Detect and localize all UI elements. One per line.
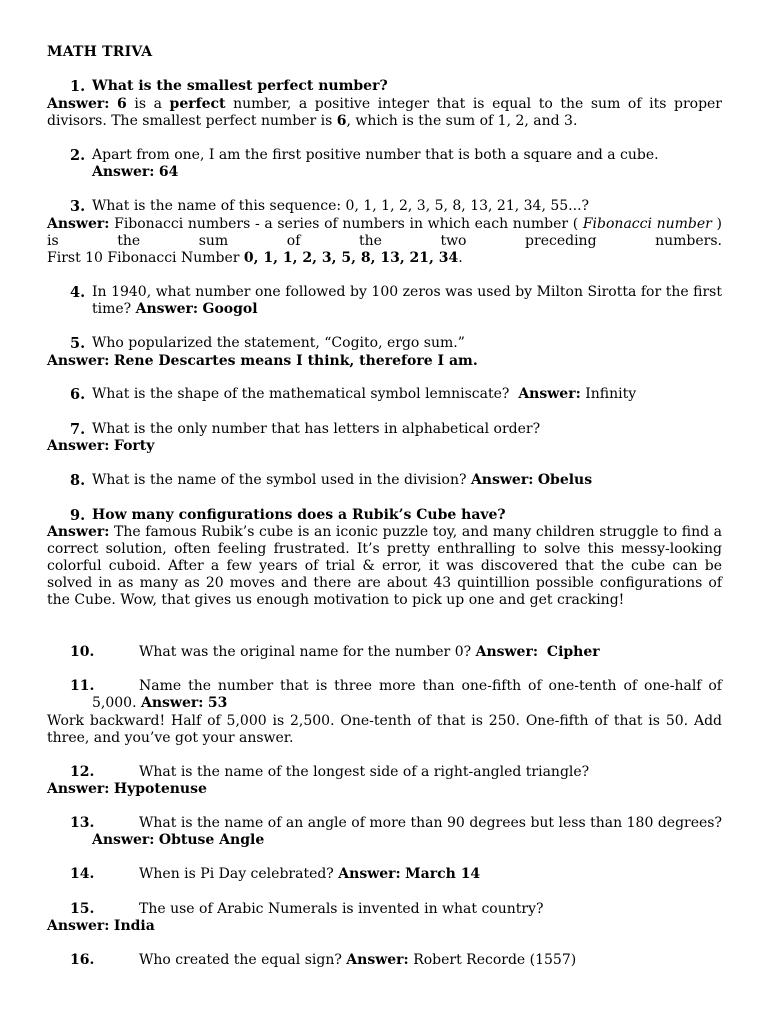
question-4: [70, 284, 722, 318]
answer-label: Answer:: [135, 301, 199, 317]
answer-3: [47, 216, 722, 250]
question-number: 11.: [70, 678, 95, 694]
answer-value: March 14: [405, 866, 481, 882]
answer-label: Answer:: [475, 644, 539, 660]
question-number: 13.: [70, 815, 95, 831]
question-number: 8.: [70, 472, 86, 489]
answer-value: Cipher: [546, 644, 600, 660]
answer-label: Answer:: [47, 524, 110, 540]
answer-1: [47, 96, 722, 130]
question-number: 10.: [70, 644, 95, 660]
answer-text: is a: [126, 96, 170, 112]
answer-emphasis: 0, 1, 1, 2, 3, 5, 8, 13, 21, 34: [243, 250, 459, 266]
answer-value: 64: [158, 164, 179, 180]
answer-label: Answer:: [47, 918, 110, 934]
answer-text: .: [458, 250, 463, 266]
answer-label: Answer:: [47, 353, 110, 369]
answer-label: Answer:: [47, 96, 110, 112]
question-text: In 1940, what number one followed by 100 zeros was used by Milton Sirotta for the first time?: [92, 284, 722, 317]
answer-text: Fibonacci numbers - a series of numbers in which each number (: [109, 216, 583, 232]
answer-label: Answer:: [47, 216, 110, 232]
question-12: [70, 764, 722, 781]
question-8: [70, 472, 722, 489]
document-title: MATH TRIVA: [47, 44, 153, 60]
question-5: [70, 335, 722, 352]
question-text: What was the original name for the number 0?: [139, 644, 472, 660]
question-number: 5.: [70, 335, 86, 352]
question-text: How many configurations does a Rubik’s Cube have?: [92, 507, 506, 523]
question-text: What is the shape of the mathematical symbol lemniscate?: [92, 386, 510, 402]
answer-value: Infinity: [585, 386, 637, 402]
answer-value: Obelus: [537, 472, 593, 488]
answer-value: Hypotenuse: [113, 781, 207, 797]
question-number: 2.: [70, 147, 86, 164]
question-text: When is Pi Day celebrated?: [139, 866, 334, 882]
answer-12: [47, 781, 722, 798]
question-16: [70, 952, 722, 969]
answer-label: Answer:: [140, 695, 204, 711]
answer-label: Answer:: [47, 781, 110, 797]
question-number: 14.: [70, 866, 95, 882]
answer-11-explanation: [47, 713, 722, 747]
answer-text: First 10 Fibonacci Number: [47, 250, 244, 266]
question-text: Who created the equal sign?: [139, 952, 342, 968]
answer-emphasis: 6: [336, 113, 347, 129]
question-number: 16.: [70, 952, 95, 968]
answer-text: ) is the sum of the two preceding numbers.: [47, 216, 722, 249]
question-text: What is the name of this sequence: 0, 1, 1, 2, 3, 5, 8, 13, 21, 34, 55...?: [92, 198, 590, 214]
answer-5: [47, 353, 722, 370]
answer-value: Googol: [202, 301, 258, 317]
question-10: [70, 644, 722, 661]
question-number: 7.: [70, 421, 86, 438]
answer-value: India: [113, 918, 155, 934]
answer-label: Answer:: [346, 952, 409, 968]
answer-label: Answer:: [47, 438, 110, 454]
answer-label: Answer:: [92, 164, 155, 180]
answer-label: Answer:: [518, 386, 581, 402]
question-number: 15.: [70, 901, 95, 917]
question-text: What is the smallest perfect number?: [92, 78, 388, 94]
question-13: [70, 815, 722, 849]
answer-value: 53: [207, 695, 228, 711]
question-number: 3.: [70, 198, 86, 215]
question-text: What is the only number that has letters in alphabetical order?: [92, 421, 541, 437]
question-text: What is the name of the longest side of a right-angled triangle?: [139, 764, 590, 780]
question-14: [70, 866, 722, 883]
answer-text: number, a positive integer that is equal to the sum of its proper divisors. The smallest perfect number is: [47, 96, 723, 129]
question-text: Who popularized the statement, “Cogito, ergo sum.”: [92, 335, 465, 351]
answer-label: Answer:: [92, 832, 155, 848]
question-number: 6.: [70, 386, 86, 403]
answer-label: Answer:: [338, 866, 401, 882]
explanation-text: Work backward! Half of 5,000 is 2,500. One-tenth of that is 250. One-fifth of that is 50. Add three, and you’ve got your answer.: [47, 713, 722, 746]
answer-value: Forty: [113, 438, 155, 454]
answer-9: [47, 524, 722, 609]
question-text: The use of Arabic Numerals is invented in what country?: [139, 901, 544, 917]
answer-15: [47, 918, 722, 935]
question-9: [70, 507, 722, 524]
answer-value: Rene Descartes means I think, therefore I am.: [113, 353, 478, 369]
question-text: What is the name of the symbol used in the division?: [92, 472, 467, 488]
question-text: What is the name of an angle of more than 90 degrees but less than 180 degrees?: [139, 815, 722, 831]
answer-value: Obtuse Angle: [158, 832, 265, 848]
question-1: [70, 78, 722, 95]
answer-7: [47, 438, 722, 455]
question-3: [70, 198, 722, 215]
answer-emphasis: perfect: [169, 96, 226, 112]
question-text: Name the number that is three more than one-fifth of one-tenth of one-half of 5,000.: [92, 678, 722, 711]
question-number: 9.: [70, 507, 86, 524]
question-15: [70, 901, 722, 918]
answer-label: Answer:: [470, 472, 534, 488]
answer-3-line: [47, 250, 722, 267]
question-text: Apart from one, I am the first positive number that is both a square and a cube.: [92, 147, 659, 163]
question-7: [70, 421, 722, 438]
question-6: [70, 386, 722, 403]
question-number: 12.: [70, 764, 95, 780]
question-number: 4.: [70, 284, 86, 301]
answer-value: Robert Recorde (1557): [413, 952, 577, 968]
answer-value: 6: [117, 96, 127, 112]
question-2: [70, 147, 722, 181]
question-number: 1.: [70, 78, 86, 95]
answer-text: The famous Rubik’s cube is an iconic puzzle toy, and many children struggle to find a correct solution, often feeling frustrated. It’s pretty enthralling to solve this messy-looking colorful cuboid. After a few years of trial & error, it was discovered that the cube can be solved in as many as 20 moves and there are about 43 quintillion possible configurations of the Cube. Wow, that gives us enough motivation to pick up one and get cracking!: [47, 524, 722, 608]
answer-italic: Fibonacci number: [582, 216, 712, 232]
answer-text: , which is the sum of 1, 2, and 3.: [346, 113, 578, 129]
question-11: [70, 678, 722, 712]
